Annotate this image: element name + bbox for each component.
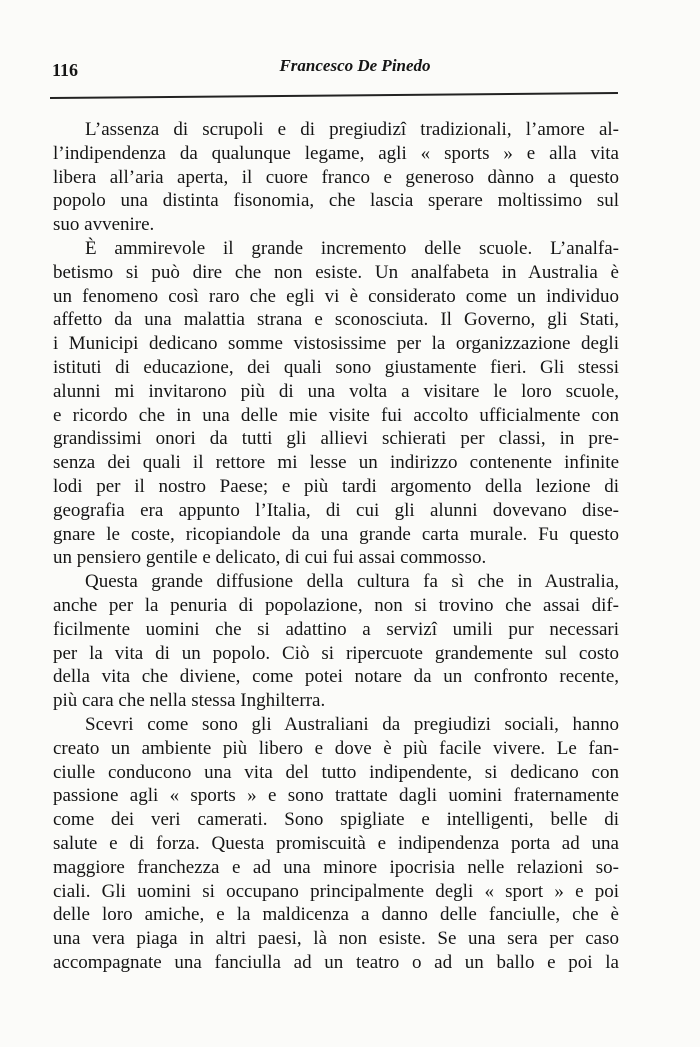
text-line: betismo si può dire che non esiste. Un analfabeta in Australia è bbox=[53, 261, 619, 283]
text-line: passione agli « sports » e sono trattate dagli uomini fraternamente bbox=[53, 785, 619, 807]
text-line: accompagnate una fanciulla ad un teatro o ad un ballo e poi la bbox=[53, 951, 619, 973]
text-line: maggiore franchezza e ad una minore ipocrisia nelle relazioni so- bbox=[53, 856, 619, 878]
text-line: ficilmente uomini che si adattino a servizî umili pur necessari bbox=[53, 618, 619, 640]
body-text bbox=[53, 118, 619, 975]
text-line: libera all’aria aperta, il cuore franco e generoso dànno a questo bbox=[53, 166, 619, 188]
text-line: l’indipendenza da qualunque legame, agli « sports » e alla vita bbox=[53, 142, 619, 164]
header-rule bbox=[50, 92, 618, 99]
text-line: geografia era appunto l’Italia, di cui gli alunni dovevano dise- bbox=[53, 499, 619, 521]
text-line: una vera piaga in altri paesi, là non esiste. Se una sera per caso bbox=[53, 928, 619, 950]
text-line: delle loro amiche, e la maldicenza a danno delle fanciulle, che è bbox=[53, 904, 619, 926]
paragraph bbox=[53, 713, 619, 975]
paragraph bbox=[53, 570, 619, 713]
text-line: i Municipi dedicano somme vistosissime per la organizzazione degli bbox=[53, 333, 619, 355]
text-line: un pensiero gentile e delicato, di cui fui assai commosso. bbox=[53, 547, 487, 569]
text-line: ciali. Gli uomini si occupano principalmente degli « sport » e poi bbox=[53, 880, 619, 902]
text-line: L’assenza di scrupoli e di pregiudizî tradizionali, l’amore al- bbox=[85, 119, 619, 140]
text-line: anche per la penuria di popolazione, non si trovino che assai dif- bbox=[53, 594, 619, 616]
text-line: È ammirevole il grande incremento delle scuole. L’analfa- bbox=[85, 237, 619, 259]
text-line: alunni mi invitarono più di una volta a visitare le loro scuole, bbox=[53, 380, 619, 402]
text-line: popolo una distinta fisonomia, che lascia sperare moltissimo sul bbox=[53, 190, 619, 212]
paragraph bbox=[53, 237, 619, 570]
text-line: gnare le coste, ricopiandole da una grande carta murale. Fu questo bbox=[53, 523, 619, 545]
text-line: e ricordo che in una delle mie visite fui accolto ufficialmente con bbox=[53, 404, 619, 426]
text-line: per la vita di un popolo. Ciò si ripercuote grandemente sul costo bbox=[53, 642, 619, 664]
text-line: un fenomeno così raro che egli vi è considerato come un individuo bbox=[53, 285, 619, 307]
text-line: suo avvenire. bbox=[53, 214, 155, 236]
text-line: della vita che diviene, come potei notare da un confronto recente, bbox=[53, 666, 619, 688]
paragraph bbox=[53, 118, 619, 237]
text-line: più cara che nella stessa Inghilterra. bbox=[53, 690, 326, 712]
text-line: Questa grande diffusione della cultura fa sì che in Australia, bbox=[85, 571, 619, 593]
text-line: salute e di forza. Questa promiscuità e indipendenza porta ad una bbox=[53, 832, 619, 854]
text-line: lodi per il nostro Paese; e più tardi argomento della lezione di bbox=[53, 475, 619, 497]
text-line: grandissimi onori da tutti gli allievi schierati per classi, in pre- bbox=[53, 428, 619, 450]
page-number: 116 bbox=[52, 60, 79, 80]
text-line: creato un ambiente più libero e dove è più facile vivere. Le fan- bbox=[53, 737, 619, 759]
text-line: Scevri come sono gli Australiani da pregiudizi sociali, hanno bbox=[85, 713, 619, 735]
text-line: ciulle conducono una vita del tutto indipendente, si dedicano con bbox=[53, 761, 619, 783]
text-line: senza dei quali il rettore mi lesse un indirizzo contenente infinite bbox=[53, 452, 619, 474]
text-line: come dei veri camerati. Sono spigliate e intelligenti, belle di bbox=[53, 809, 619, 831]
running-title: Francesco De Pinedo bbox=[279, 56, 431, 75]
text-line: istituti di educazione, dei quali sono giustamente fieri. Gli stessi bbox=[53, 356, 619, 378]
text-line: affetto da una malattia strana e sconosciuta. Il Governo, gli Stati, bbox=[53, 309, 619, 331]
